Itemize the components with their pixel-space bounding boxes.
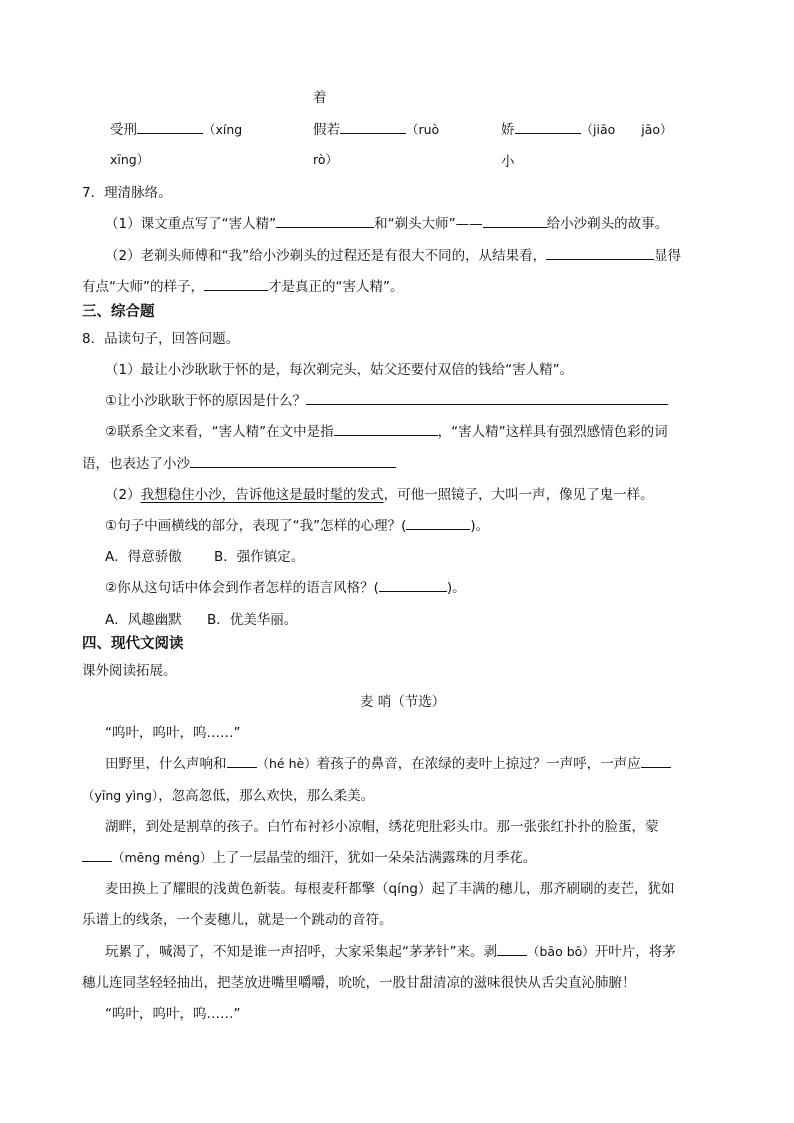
answer-blank[interactable] — [190, 453, 396, 468]
q8-p2-q2-opt-b[interactable]: B．优美华丽。 — [207, 612, 298, 628]
text: 才是真正的“害人精”。 — [268, 279, 404, 295]
q6-item-3 — [501, 118, 673, 138]
pinyin-option: （yīng yìng） — [82, 788, 159, 803]
text: ②联系全文来看，“害人精”在文中是指 — [105, 424, 334, 440]
text: ①让小沙耿耿于怀的原因是什么？ — [105, 393, 307, 409]
pinyin-option: （jiāo — [580, 122, 616, 137]
q7-sub1 — [105, 212, 668, 232]
answer-blank[interactable] — [137, 119, 203, 134]
pinyin-option: （ruò — [406, 122, 440, 137]
text: )。 — [446, 580, 466, 596]
answer-blank[interactable] — [334, 421, 438, 436]
text: 上了一层晶莹的细汗，犹如一朵朵沾满露珠的月季花。 — [212, 850, 537, 866]
answer-blank[interactable] — [340, 119, 406, 134]
article-line — [82, 846, 536, 866]
text: ，可他一照镜子，大叫一声，像见了鬼一样。 — [383, 487, 654, 503]
word-shouxing: 受刑 — [110, 122, 137, 138]
text: 玩累了，喊渴了，不知是谁一声招呼，大家采集起“茅茅针”来。剥 — [105, 944, 497, 960]
q6-item-2 — [313, 118, 439, 138]
article-line: 穗儿连同茎轻轻抽出，把茎放进嘴里嚼嚼，吮吮，一股甘甜清凉的滋味很快从舌尖直沁肺腑！ — [82, 975, 636, 991]
pinyin-option: （mēng méng） — [112, 850, 213, 865]
q7-sub2-line2 — [82, 275, 404, 295]
answer-blank[interactable] — [82, 847, 112, 862]
q8-p2-q2-opt-a[interactable]: A．风趣幽默 — [105, 612, 182, 628]
q8-p2 — [105, 483, 654, 503]
q8-p1-q1 — [105, 389, 668, 409]
answer-blank[interactable] — [306, 390, 668, 405]
section-title: 四、现代文阅读 — [82, 636, 184, 652]
pinyin-zhe: 着 — [313, 90, 327, 106]
answer-blank[interactable] — [227, 753, 257, 768]
section-title: 三、综合题 — [82, 304, 155, 320]
text: ，忽高忽低，那么欢快，那么柔美。 — [158, 788, 375, 804]
answer-blank[interactable] — [515, 119, 581, 134]
pinyin-option: rò） — [313, 152, 339, 167]
article-line: “呜叶，呜叶，呜……” — [105, 725, 241, 741]
word-jiaruo: 假若 — [313, 122, 340, 138]
q8-p2-q2 — [105, 576, 466, 596]
pinyin-option: （hé hè） — [256, 756, 317, 771]
q8-p2-q1-opt-b[interactable]: B．强作镇定。 — [214, 549, 305, 565]
pinyin-option: xīng） — [110, 152, 150, 167]
section-intro: 课外阅读拓展。 — [82, 663, 177, 679]
article-line: “呜叶，呜叶，呜……” — [105, 1006, 241, 1022]
answer-blank[interactable] — [276, 213, 374, 228]
answer-blank[interactable] — [546, 245, 654, 260]
pinyin-option: jāo） — [641, 122, 673, 137]
text: 开叶片，将茅 — [594, 944, 676, 960]
text: )。 — [470, 518, 490, 534]
article-line: 乐谱上的线条，一个麦穗儿，就是一个跳动的音符。 — [82, 912, 393, 928]
article-line: 麦田换上了耀眼的浅黄色新装。每根麦秆都擎（qíng）起了丰满的穗儿，那齐刷刷的麦芒，犹如 — [105, 881, 675, 897]
text: 显得 — [654, 248, 682, 264]
text: （2）老剃头师傅和“我”给小沙剃头的过程还是有很大不同的，从结果看， — [105, 248, 547, 264]
text: ，“害人精”这样具有强烈感情色彩的词 — [437, 424, 668, 440]
answer-blank[interactable] — [483, 213, 547, 228]
q7-title: 7．理清脉络。 — [82, 185, 172, 201]
q6-item-1 — [110, 118, 242, 138]
text: 语，也表达了小沙 — [82, 456, 190, 472]
q8-p1-q2-line1 — [105, 420, 668, 440]
article-line — [82, 784, 374, 804]
text: ①句子中画横线的部分，表现了“我”怎样的心理？( — [105, 518, 407, 534]
text: （1）课文重点写了“害人精” — [105, 216, 277, 232]
q8-p2-q1-opt-a[interactable]: A．得意骄傲 — [105, 549, 182, 565]
q7-sub2-line1 — [105, 244, 681, 264]
text: 给小沙剃头的故事。 — [546, 216, 669, 232]
article-line: 湖畔，到处是割草的孩子。白竹布衬衫小凉帽，绣花兜肚彩头巾。那一张张红扑扑的脸蛋，蒙 — [105, 819, 659, 835]
text: 田野里，什么声响和 — [105, 756, 227, 772]
answer-blank[interactable] — [379, 577, 447, 592]
q8-title: 8．品读句子，回答问题。 — [82, 331, 240, 347]
article-line — [105, 752, 671, 772]
q8-p1: （1）最让小沙耿耿于怀的是，每次剃完头，姑父还要付双倍的钱给“害人精”。 — [105, 362, 574, 378]
pinyin-option: （xíng — [203, 122, 243, 137]
answer-blank[interactable] — [406, 515, 470, 530]
text: （2） — [105, 487, 141, 503]
underlined-sentence: 我想稳住小沙，告诉他这是最时髦的发式 — [140, 487, 384, 503]
word-jiao: 娇 — [501, 122, 515, 138]
article-title: 麦 哨（节选） — [360, 694, 446, 710]
q8-p1-q2-line2 — [82, 452, 396, 472]
pinyin-option: （bāo bō） — [527, 944, 595, 959]
answer-blank[interactable] — [641, 753, 671, 768]
text: 着孩子的鼻音，在浓绿的麦叶上掠过？一声呼，一声应 — [316, 756, 641, 772]
text: 有点“大师”的样子， — [82, 279, 204, 295]
text: ②你从这句话中体会到作者怎样的语言风格？( — [105, 580, 379, 596]
answer-blank[interactable] — [497, 941, 527, 956]
article-line — [105, 940, 676, 960]
q8-p2-q1 — [105, 514, 489, 534]
answer-blank[interactable] — [204, 276, 268, 291]
word-xiao: 小 — [501, 154, 515, 170]
text: 和“剃头大师”—— — [374, 216, 483, 232]
